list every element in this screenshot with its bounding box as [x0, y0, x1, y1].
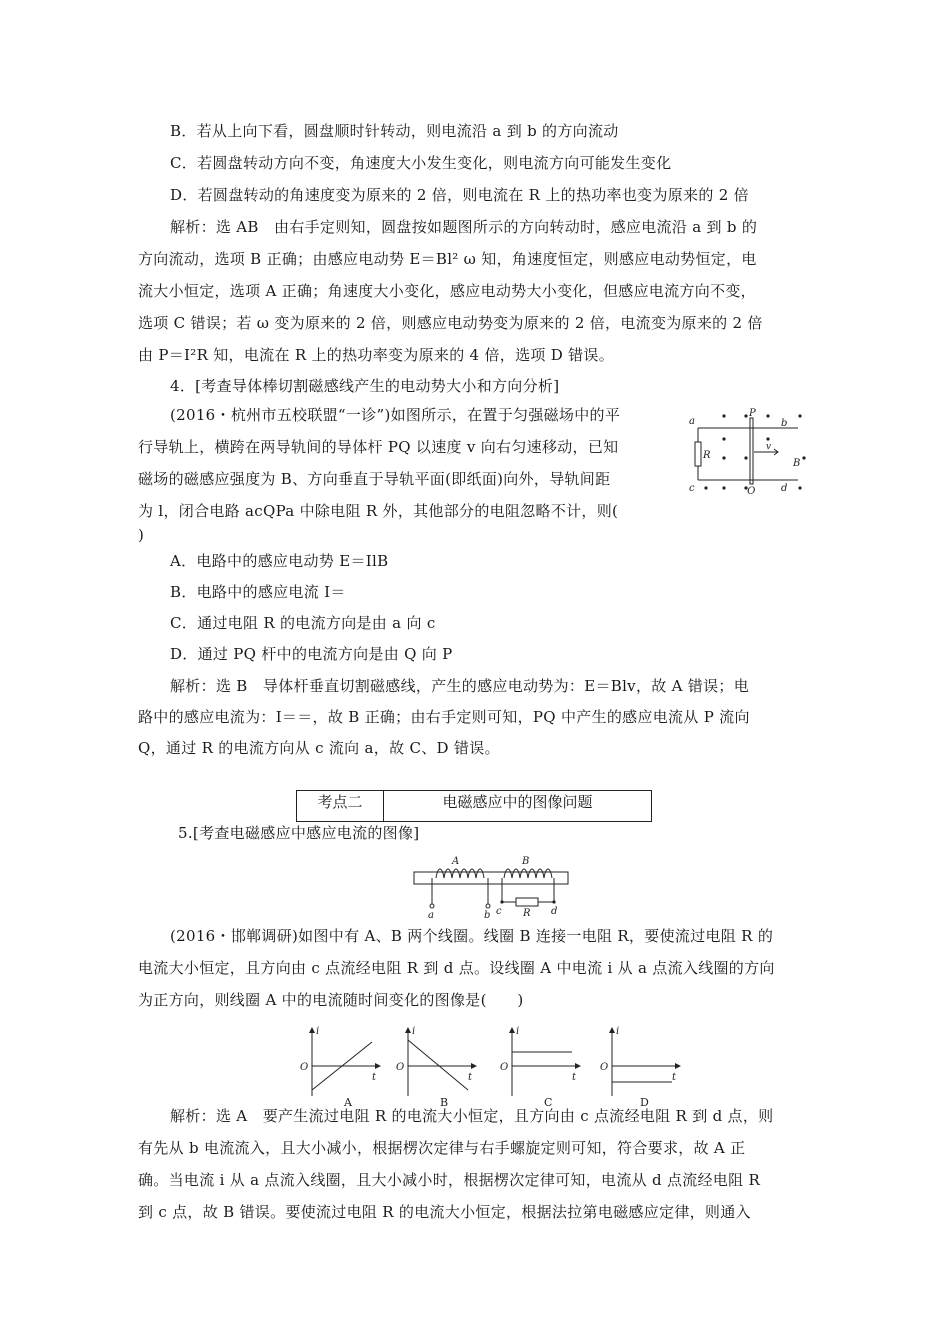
q4-fig-label-field: B: [793, 458, 801, 469]
q5-coil-figure: [412, 852, 572, 918]
q4-fig-label-v: v: [766, 442, 772, 452]
graph-c-origin: O: [500, 1062, 509, 1073]
q4-analysis-line-3: Q，通过 R 的电流方向从 c 流向 a，故 C、D 错误。: [138, 739, 500, 757]
q5-analysis-line-1: 解析：选 A 要产生流过电阻 R 的电流大小恒定，且方向由 c 点流经电阻 R 到 d 点，则: [170, 1107, 774, 1125]
graph-b-axis-i: i: [412, 1026, 416, 1037]
q4-fig-label-p: P: [749, 408, 756, 419]
q4-option-d: D．通过 PQ 杆中的电流方向是由 Q 向 P: [170, 645, 453, 663]
graph-option-c: [512, 1028, 580, 1096]
q3-analysis-line-1: 解析：选 AB 由右手定则知，圆盘按如题图所示的方向转动时，感应电流沿 a 到 b 的: [170, 218, 758, 236]
graph-c-axis-i: i: [516, 1026, 520, 1037]
q4-stem-line-5: ): [138, 526, 145, 544]
q3-analysis-line-3: 流大小恒定，选项 A 正确；角速度大小变化，感应电动势大小变化，但感应电流方向不变，: [138, 282, 756, 300]
q4-fig-label-b: b: [781, 418, 788, 429]
q5-analysis-line-4: 到 c 点，故 B 错误。要使流过电阻 R 的电流大小恒定，根据法拉第电磁感应定律，则通入: [138, 1203, 751, 1221]
q5-analysis-line-2: 有先从 b 电流流入，且大小减小，根据楞次定律与右手螺旋定则可知，符合要求，故 A 正: [138, 1139, 746, 1157]
graph-a-axis-t: t: [372, 1072, 377, 1083]
graph-option-b: [408, 1028, 476, 1096]
q5-fig-label-b: b: [484, 910, 491, 918]
q5-stem-line-1: (2016・邯郸调研)如图中有 A、B 两个线圈。线圈 B 连接一电阻 R，要使流过电阻 R 的: [170, 927, 774, 945]
q4-heading: 4．[考查导体棒切割磁感线产生的电动势大小和方向分析]: [170, 377, 560, 395]
graph-b-axis-t: t: [468, 1072, 473, 1083]
q5-stem-line-2: 电流大小恒定，且方向由 c 点流经电阻 R 到 d 点。设线圈 A 中电流 i 从 a 点流入线圈的方向: [138, 959, 775, 977]
graph-d-label: D: [640, 1096, 649, 1108]
q5-fig-label-a: a: [428, 910, 434, 918]
section-title: 电磁感应中的图像问题: [442, 793, 593, 811]
q5-fig-label-coil-b: B: [522, 856, 530, 867]
graph-option-a: [312, 1028, 380, 1096]
q5-heading: 5.[考查电磁感应中感应电流的图像]: [178, 824, 420, 842]
q3-analysis-line-5: 由 P＝I²R 知，电流在 R 上的热功率变为原来的 4 倍，选项 D 错误。: [138, 346, 615, 364]
q4-option-b: B．电路中的感应电流 I＝: [170, 583, 346, 601]
q3-analysis-line-4: 选项 C 错误；若 ω 变为原来的 2 倍，则感应电动势变为原来的 2 倍，电流变为原来的 2 倍: [138, 314, 763, 332]
q3-option-b: B．若从上向下看，圆盘顺时针转动，则电流沿 a 到 b 的方向流动: [170, 122, 619, 140]
graph-b-origin: O: [396, 1062, 405, 1073]
q4-stem-line-3: 磁场的磁感应强度为 B、方向垂直于导轨平面(即纸面)向外，导轨间距: [138, 470, 611, 488]
q4-stem-line-1: (2016・杭州市五校联盟“一诊”)如图所示，在置于匀强磁场中的平: [170, 406, 621, 424]
q4-analysis-line-2: 路中的感应电流为：I＝＝，故 B 正确；由右手定则可知，PQ 中产生的感应电流从 P 流向: [138, 708, 750, 726]
q4-fig-label-a: a: [689, 416, 695, 427]
q5-fig-label-r: R: [523, 908, 531, 918]
q5-graph-options: [296, 1024, 696, 1108]
graph-a-label: A: [344, 1096, 352, 1108]
q5-analysis-line-3: 确。当电流 i 从 a 点流入线圈，且大小减小时，根据楞次定律可知，电流从 d 点流经电阻 R: [138, 1171, 761, 1189]
graph-c-label: C: [544, 1096, 553, 1108]
q4-fig-label-c: c: [689, 483, 695, 494]
q5-fig-label-c: c: [496, 906, 502, 917]
q5-stem-line-3: 为正方向，则线圈 A 中的电流随时间变化的图像是( ): [138, 991, 524, 1009]
graph-option-d: [612, 1028, 680, 1096]
graph-b-label: B: [440, 1096, 449, 1108]
q5-fig-label-d: d: [551, 906, 558, 917]
q4-fig-label-r: R: [703, 450, 711, 461]
q4-fig-label-d: d: [781, 483, 788, 494]
q4-option-a: A．电路中的感应电动势 E＝IlB: [170, 552, 389, 570]
section-header-table: [296, 790, 652, 822]
graph-d-origin: O: [600, 1062, 609, 1073]
graph-a-origin: O: [300, 1062, 309, 1073]
graph-c-axis-t: t: [572, 1072, 577, 1083]
q4-rail-circuit-figure: [686, 408, 812, 494]
q4-fig-label-q: Q: [747, 486, 756, 494]
q3-option-d: D．若圆盘转动的角速度变为原来的 2 倍，则电流在 R 上的热功率也变为原来的 2 倍: [170, 186, 749, 204]
q4-analysis-line-1: 解析：选 B 导体杆垂直切割磁感线，产生的感应电动势为：E＝Blv，故 A 错误；电: [170, 677, 750, 695]
q4-stem-line-4: 为 l，闭合电路 acQPa 中除电阻 R 外，其他部分的电阻忽略不计，则(: [138, 502, 619, 520]
graph-a-axis-i: i: [316, 1026, 320, 1037]
graph-d-axis-t: t: [672, 1072, 677, 1083]
q4-stem-line-2: 行导轨上，横跨在两导轨间的导体杆 PQ 以速度 v 向右匀速移动，已知: [138, 438, 619, 456]
q5-fig-label-coil-a: A: [452, 856, 460, 867]
graph-d-axis-i: i: [616, 1026, 620, 1037]
q3-option-c: C．若圆盘转动方向不变，角速度大小发生变化，则电流方向可能发生变化: [170, 154, 672, 172]
section-tag: 考点二: [297, 791, 384, 821]
q3-analysis-line-2: 方向流动，选项 B 正确；由感应电动势 E＝Bl² ω 知，角速度恒定，则感应电动势恒定，电: [138, 250, 757, 268]
q4-option-c: C．通过电阻 R 的电流方向是由 a 向 c: [170, 614, 436, 632]
